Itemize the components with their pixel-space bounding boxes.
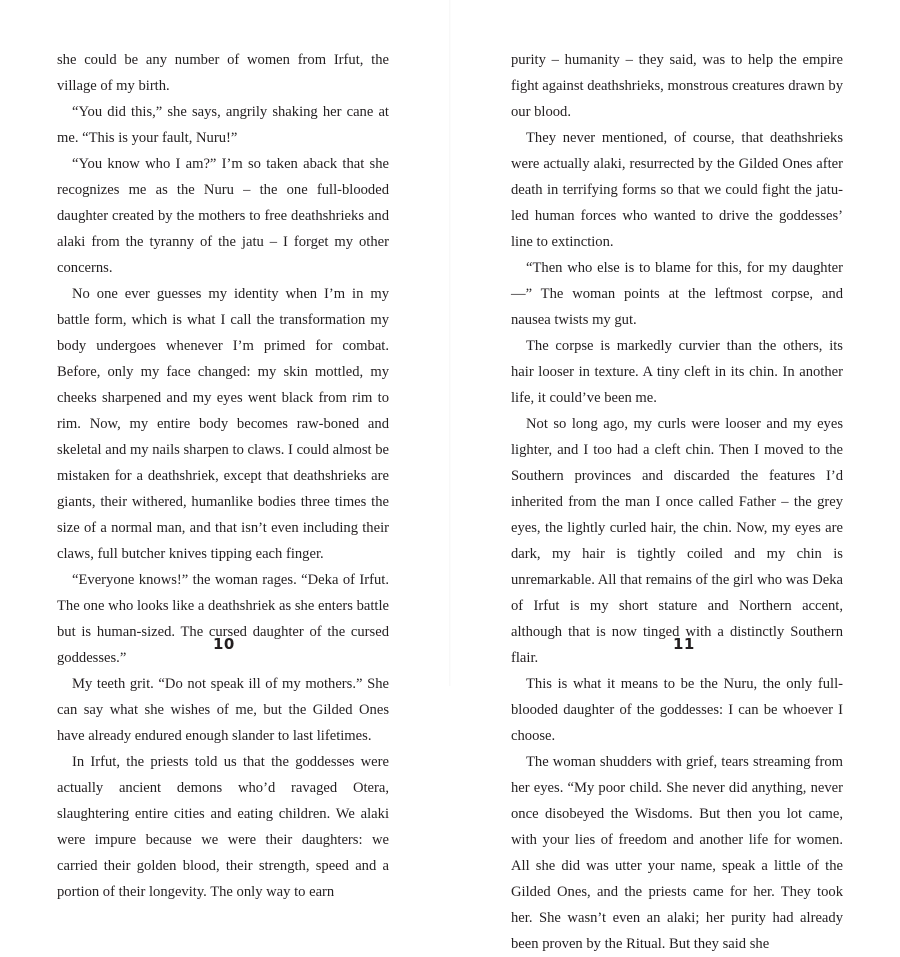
page-number: 11 — [673, 635, 695, 653]
paragraph: My teeth grit. “Do not speak ill of my mothers.” She can say what she wishes of me, but the Gilded Ones have already endured enough slander to last lifetimes. — [57, 676, 389, 744]
paragraph: This is what it means to be the Nuru, the only full-blooded daughter of the goddesses: I can be whoever I choose. — [511, 676, 843, 744]
paragraph: she could be any number of women from Irfut, the village of my birth. — [57, 52, 389, 94]
paragraph: No one ever guesses my identity when I’m in my battle form, which is what I call the transformation my body undergoes whenever I’m primed for combat. Before, only my face changed: my skin mottled, my cheeks sharpened and my eyes went black from rim to rim. Now, my entire body becomes raw-boned and skeletal and my nails sharpen to claws. I could almost be mistaken for a deathshriek, except that deathshrieks are giants, their withered, humanlike bodies three times the size of a normal man, and that isn’t even including their claws, full butcher knives tipping each finger. — [57, 286, 389, 562]
left-page — [0, 0, 450, 900]
paragraph: In Irfut, the priests told us that the goddesses were actually ancient demons who’d ravaged Otera, slaughtering entire cities and eating children. We alaki were impure because we were their daughters: we carried their golden blood, their strength, speed and a portion of their longevity. The only way to earn — [57, 754, 389, 900]
paragraph: “Then who else is to blame for this, for my daughter—” The woman points at the leftmost corpse, and nausea twists my gut. — [511, 260, 843, 328]
paragraph: “You know who I am?” I’m so taken aback that she recognizes me as the Nuru – the one full-blooded daughter created by the mothers to free deathshrieks and alaki from the tyranny of the jatu – I forget my other concerns. — [57, 156, 389, 276]
paragraph: Not so long ago, my curls were looser and my eyes lighter, and I too had a cleft chin. Then I moved to the Southern provinces and discarded the features I’d inherited from the man I once called Father – the grey eyes, the lightly curled hair, the chin. Now, my eyes are dark, my hair is tightly coiled and my chin is unremarkable. All that remains of the girl who was Deka of Irfut is my short stature and Northern accent, although that is now tinged with a distinctly Southern flair. — [511, 416, 843, 666]
paragraph: “Everyone knows!” the woman rages. “Deka of Irfut. The one who looks like a deathshriek as she enters battle but is human-sized. The cursed daughter of the cursed goddesses.” — [57, 572, 389, 666]
left-page-text — [57, 47, 389, 905]
paragraph: The corpse is markedly curvier than the others, its hair looser in texture. A tiny cleft in its chin. In another life, it could’ve been me. — [511, 338, 843, 406]
right-page-text — [511, 47, 843, 957]
right-page — [450, 0, 900, 952]
paragraph: purity – humanity – they said, was to help the empire fight against deathshrieks, monstrous creatures drawn by our blood. — [511, 52, 843, 120]
paragraph: “You did this,” she says, angrily shaking her cane at me. “This is your fault, Nuru!” — [57, 104, 389, 146]
paragraph: The woman shudders with grief, tears streaming from her eyes. “My poor child. She never did anything, never once disobeyed the Wisdoms. But then you lot came, with your lies of freedom and another life for women. All she did was utter your name, speak a little of the Gilded Ones, and the priests came for her. They took her. She wasn’t even an alaki; her purity had already been proven by the Ritual. But they said she — [511, 754, 843, 952]
paragraph: They never mentioned, of course, that deathshrieks were actually alaki, resurrected by the Gilded Ones after death in terrifying forms so that we could fight the jatu-led human forces who wanted to drive the goddesses’ line to extinction. — [511, 130, 843, 250]
page-number: 10 — [213, 635, 235, 653]
